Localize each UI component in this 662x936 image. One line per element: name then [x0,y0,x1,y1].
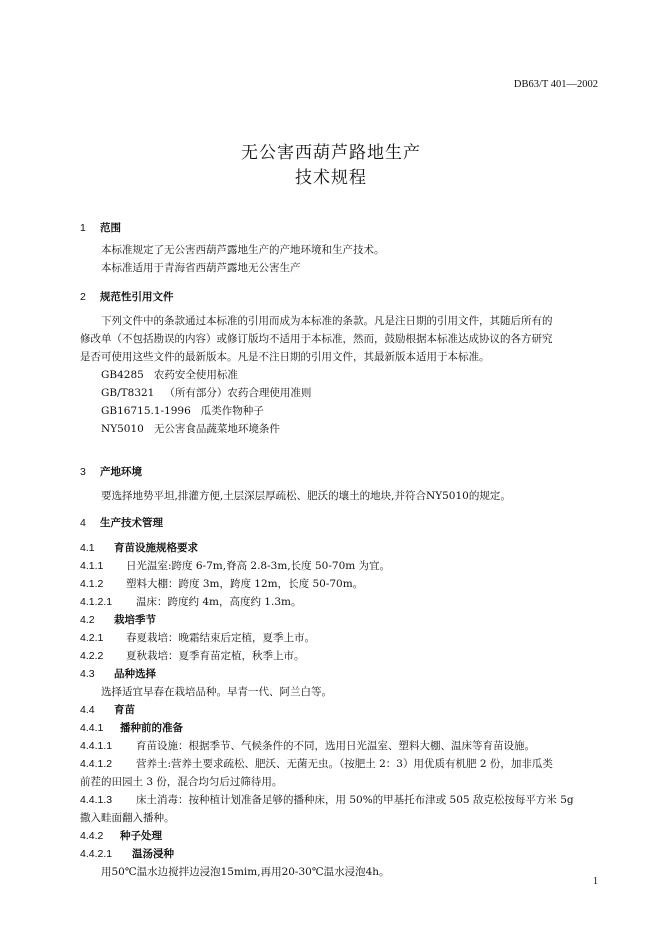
clause-text-continued: 撒入畦面翻入播种。 [80,812,175,824]
clause-title: 栽培季节 [114,614,156,626]
section-number: 2 [80,291,86,303]
clause-heading-4-4 [80,702,135,717]
clause-number: 4.4.2 [80,830,104,842]
clause-heading-4-4-2-1 [80,846,174,861]
clause-4-4-1-2 [80,756,553,771]
clause-text: 塑料大棚：跨度 3m，跨度 12m，长度 50-70m。 [126,578,364,590]
document-title: 无公害西葫芦路地生产 [241,143,421,163]
clause-title: 品种选择 [114,668,156,680]
clause-title: 育苗 [114,704,135,716]
clause-number: 4.2.1 [80,632,104,644]
reference-item: GB/T8321 （所有部分）农药合理使用准则 [101,387,312,399]
clause-number: 4.4.1.2 [80,758,113,770]
section-title: 产地环境 [100,466,142,478]
page-number: 1 [593,876,598,887]
document-subtitle: 技术规程 [295,168,367,188]
clause-number: 4.1.2 [80,578,104,590]
clause-heading-4-4-2 [80,828,162,843]
clause-4-2-1 [80,630,315,645]
clause-title: 温汤浸种 [132,848,174,860]
clause-number: 4.4.1 [80,722,104,734]
clause-title: 播种前的准备 [120,722,183,734]
clause-text: 温床：跨度约 4m，高度约 1.3m。 [136,596,302,608]
clause-text: 日光温室:跨度 6-7m,脊高 2.8-3m,长度 50-70m 为宜。 [126,560,391,572]
clause-text: 育苗设施：根据季节、气候条件的不同，选用日光温室、塑料大棚、温床等育苗设施。 [136,740,535,752]
clause-4-4-1-3 [80,792,574,807]
clause-4-2-2 [80,648,305,663]
paragraph: 本标准规定了无公害西葫芦露地生产的产地环境和生产技术。 [101,244,385,256]
clause-heading-4-2 [80,612,156,627]
clause-4-1-2 [80,576,363,591]
clause-number: 4.2.2 [80,650,104,662]
clause-number: 4.1 [80,542,95,554]
clause-number: 4.4.2.1 [80,848,113,860]
paragraph-line: 是否可使用这些文件的最新版本。凡是不注日期的引用文件，其最新版本适用于本标准。 [80,351,490,363]
clause-number: 4.4.1.1 [80,740,113,752]
section-number: 4 [80,517,86,529]
clause-number: 4.4 [80,704,95,716]
clause-number: 4.4.1.3 [80,794,113,806]
clause-number: 4.1.2.1 [80,596,113,608]
clause-4-4-1-1 [80,738,535,753]
clause-text: 营养土:营养土要求疏松、肥沃、无菌无虫。（按肥土 2：3）用优质有机肥 2 份，加非瓜类 [136,758,553,770]
clause-text: 春夏栽培：晚霜结束后定植，夏季上市。 [126,632,315,644]
clause-4-1-1 [80,558,390,573]
section-title: 范围 [100,222,121,234]
clause-heading-4-1 [80,540,198,555]
reference-item: GB16715.1-1996 瓜类作物种子 [101,405,264,417]
section-number: 1 [80,222,86,234]
section-heading-1 [80,220,121,235]
clause-4-1-2-1 [80,594,301,609]
section-heading-2 [80,289,174,304]
paragraph: 选择适宜早春在栽培品种。早青一代、阿兰白等。 [101,686,332,698]
clause-text-continued: 前茬的田园土 3 份，混合均匀后过筛待用。 [80,776,283,788]
section-heading-3 [80,464,142,479]
clause-number: 4.3 [80,668,95,680]
paragraph: 本标准适用于青海省西葫芦露地无公害生产 [101,262,301,274]
clause-title: 种子处理 [120,830,162,842]
standard-code: DB63/T 401—2002 [513,79,598,90]
paragraph-line: 下列文件中的条款通过本标准的引用而成为本标准的条款。凡是注日期的引用文件，其随后所有的 [101,315,553,327]
clause-title: 育苗设施规格要求 [114,542,198,554]
section-number: 3 [80,466,86,478]
section-heading-4 [80,515,163,530]
section-title: 规范性引用文件 [100,291,174,303]
clause-text: 夏秋栽培：夏季育苗定植，秋季上市。 [126,650,305,662]
clause-heading-4-4-1 [80,720,183,735]
section-title: 生产技术管理 [100,517,163,529]
reference-item: GB4285 农药安全使用标准 [101,369,238,381]
clause-number: 4.2 [80,614,95,626]
clause-heading-4-3 [80,666,156,681]
clause-text: 床土消毒：按种植计划准备足够的播种床，用 50%的甲基托布津或 505 敌克松按每平方米 5g [136,794,574,806]
paragraph-line: 修改单（不包括勘误的内容）或修订版均不适用于本标准，然而，鼓励根据本标准达成协议的各方研究 [80,333,553,345]
clause-number: 4.1.1 [80,560,104,572]
reference-item: NY5010 无公害食品蔬菜地环境条件 [101,423,280,435]
paragraph: 要选择地势平坦,排灌方便,土层深层厚疏松、肥沃的壤土的地块,并符合NY5010的规定。 [101,490,511,502]
paragraph: 用50℃温水边搅拌边浸泡15mim,再用20-30℃温水浸泡4h。 [101,866,390,878]
